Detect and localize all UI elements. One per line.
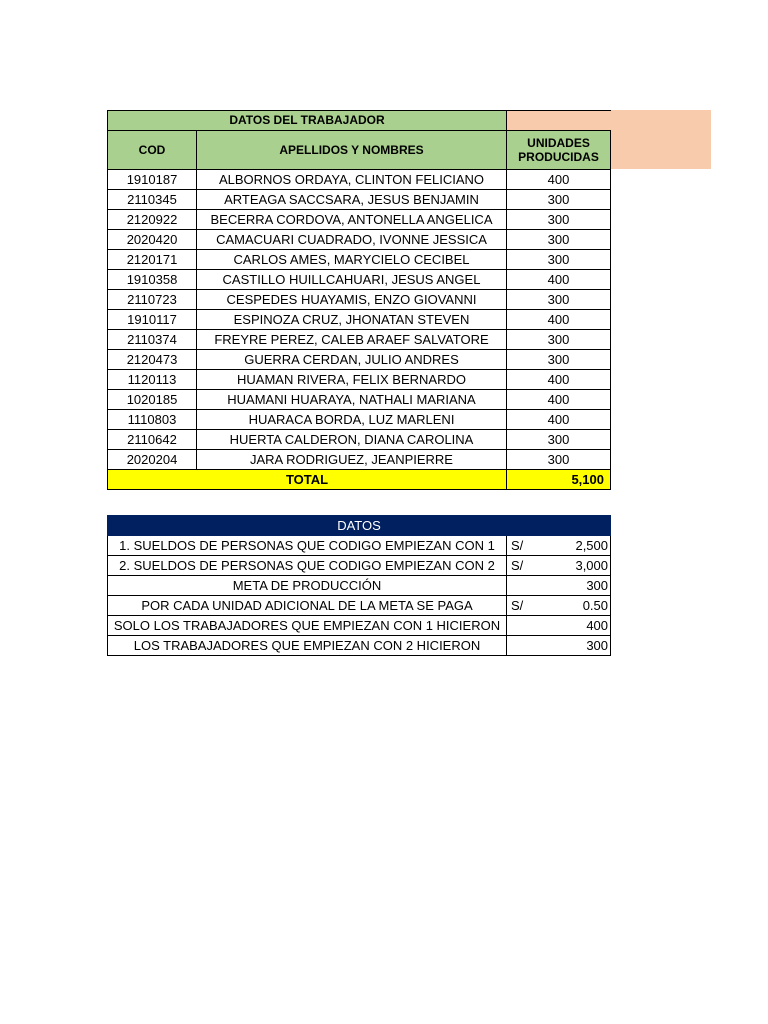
datos-value-cell[interactable]: 300 [507, 576, 611, 596]
worker-units-cell[interactable]: 400 [507, 370, 611, 390]
datos-table-title[interactable]: DATOS [108, 516, 611, 536]
table-row [108, 450, 611, 470]
worker-name-cell[interactable]: CARLOS AMES, MARYCIELO CECIBEL [197, 250, 507, 270]
datos-label-cell[interactable]: META DE PRODUCCIÓN [108, 576, 507, 596]
worker-name-cell[interactable]: JARA RODRIGUEZ, JEANPIERRE [197, 450, 507, 470]
worker-units-cell[interactable]: 400 [507, 410, 611, 430]
worker-cod-cell[interactable]: 1910117 [108, 310, 197, 330]
worker-units-cell[interactable]: 300 [507, 330, 611, 350]
worker-cod-cell[interactable]: 2020204 [108, 450, 197, 470]
worker-name-cell[interactable]: GUERRA CERDAN, JULIO ANDRES [197, 350, 507, 370]
col-names-header[interactable]: APELLIDOS Y NOMBRES [197, 131, 507, 170]
worker-cod-cell[interactable]: 2120473 [108, 350, 197, 370]
col-cod-header[interactable]: COD [108, 131, 197, 170]
worker-cod-cell[interactable]: 1020185 [108, 390, 197, 410]
datos-value-cell[interactable]: 2,500 [537, 536, 611, 556]
table-row [108, 190, 611, 210]
worker-name-cell[interactable]: HUARACA BORDA, LUZ MARLENI [197, 410, 507, 430]
worker-cod-cell[interactable]: 1910187 [108, 170, 197, 190]
datos-label-cell[interactable]: 1. SUELDOS DE PERSONAS QUE CODIGO EMPIEZAN CON 1 [108, 536, 507, 556]
col-units-header-line1: UNIDADES [527, 136, 590, 150]
datos-table [107, 515, 611, 656]
worker-units-cell[interactable]: 300 [507, 250, 611, 270]
peach-highlight-block [610, 110, 711, 169]
table-row [108, 170, 611, 190]
worker-units-cell[interactable]: 400 [507, 310, 611, 330]
worker-units-cell[interactable]: 400 [507, 270, 611, 290]
worker-units-cell[interactable]: 400 [507, 390, 611, 410]
worker-name-cell[interactable]: HUAMAN RIVERA, FELIX BERNARDO [197, 370, 507, 390]
datos-label-cell[interactable]: SOLO LOS TRABAJADORES QUE EMPIEZAN CON 1 HICIERON [108, 616, 507, 636]
table-row [108, 230, 611, 250]
worker-name-cell[interactable]: CAMACUARI CUADRADO, IVONNE JESSICA [197, 230, 507, 250]
worker-cod-cell[interactable]: 2020420 [108, 230, 197, 250]
worker-units-cell[interactable]: 300 [507, 190, 611, 210]
worker-cod-cell[interactable]: 2110723 [108, 290, 197, 310]
table-row [108, 330, 611, 350]
table-row [108, 636, 611, 656]
worker-cod-cell[interactable]: 2120922 [108, 210, 197, 230]
worker-cod-cell[interactable]: 2110345 [108, 190, 197, 210]
worker-name-cell[interactable]: CASTILLO HUILLCAHUARI, JESUS ANGEL [197, 270, 507, 290]
table-row [108, 370, 611, 390]
table-row [108, 310, 611, 330]
worker-units-cell[interactable]: 300 [507, 230, 611, 250]
worker-cod-cell[interactable]: 2110642 [108, 430, 197, 450]
worker-name-cell[interactable]: HUAMANI HUARAYA, NATHALI MARIANA [197, 390, 507, 410]
table-row [108, 596, 611, 616]
total-value[interactable]: 5,100 [507, 470, 611, 490]
table-row [108, 250, 611, 270]
total-label[interactable]: TOTAL [108, 470, 507, 490]
datos-currency-cell[interactable]: S/ [507, 556, 537, 576]
worker-name-cell[interactable]: ALBORNOS ORDAYA, CLINTON FELICIANO [197, 170, 507, 190]
worker-name-cell[interactable]: ESPINOZA CRUZ, JHONATAN STEVEN [197, 310, 507, 330]
table-row [108, 350, 611, 370]
table-row [108, 290, 611, 310]
datos-value-cell[interactable]: 400 [507, 616, 611, 636]
worker-name-cell[interactable]: ARTEAGA SACCSARA, JESUS BENJAMIN [197, 190, 507, 210]
datos-label-cell[interactable]: 2. SUELDOS DE PERSONAS QUE CODIGO EMPIEZAN CON 2 [108, 556, 507, 576]
worker-units-cell[interactable]: 300 [507, 350, 611, 370]
datos-value-cell[interactable]: 300 [507, 636, 611, 656]
table-row [108, 616, 611, 636]
table-row [108, 430, 611, 450]
table-row [108, 576, 611, 596]
table-row [108, 270, 611, 290]
worker-cod-cell[interactable]: 2110374 [108, 330, 197, 350]
datos-value-cell[interactable]: 0.50 [537, 596, 611, 616]
worker-units-cell[interactable]: 400 [507, 170, 611, 190]
worker-cod-cell[interactable]: 1910358 [108, 270, 197, 290]
datos-currency-cell[interactable]: S/ [507, 536, 537, 556]
worker-name-cell[interactable]: BECERRA CORDOVA, ANTONELLA ANGELICA [197, 210, 507, 230]
worker-name-cell[interactable]: HUERTA CALDERON, DIANA CAROLINA [197, 430, 507, 450]
worker-name-cell[interactable]: CESPEDES HUAYAMIS, ENZO GIOVANNI [197, 290, 507, 310]
worker-cod-cell[interactable]: 1110803 [108, 410, 197, 430]
datos-currency-cell[interactable]: S/ [507, 596, 537, 616]
workers-table-title[interactable]: DATOS DEL TRABAJADOR [108, 111, 507, 131]
worker-units-cell[interactable]: 300 [507, 290, 611, 310]
table-row [108, 536, 611, 556]
worker-cod-cell[interactable]: 1120113 [108, 370, 197, 390]
datos-label-cell[interactable]: POR CADA UNIDAD ADICIONAL DE LA META SE PAGA [108, 596, 507, 616]
worker-name-cell[interactable]: FREYRE PEREZ, CALEB ARAEF SALVATORE [197, 330, 507, 350]
peach-cell[interactable] [507, 111, 611, 131]
workers-table [107, 110, 611, 490]
table-row [108, 410, 611, 430]
table-row [108, 210, 611, 230]
table-row [108, 556, 611, 576]
table-row [108, 390, 611, 410]
worker-units-cell[interactable]: 300 [507, 450, 611, 470]
col-units-header-line2: PRODUCIDAS [518, 150, 599, 164]
worker-cod-cell[interactable]: 2120171 [108, 250, 197, 270]
datos-value-cell[interactable]: 3,000 [537, 556, 611, 576]
worker-units-cell[interactable]: 300 [507, 210, 611, 230]
worker-units-cell[interactable]: 300 [507, 430, 611, 450]
datos-label-cell[interactable]: LOS TRABAJADORES QUE EMPIEZAN CON 2 HICIERON [108, 636, 507, 656]
col-units-header[interactable] [507, 131, 611, 170]
